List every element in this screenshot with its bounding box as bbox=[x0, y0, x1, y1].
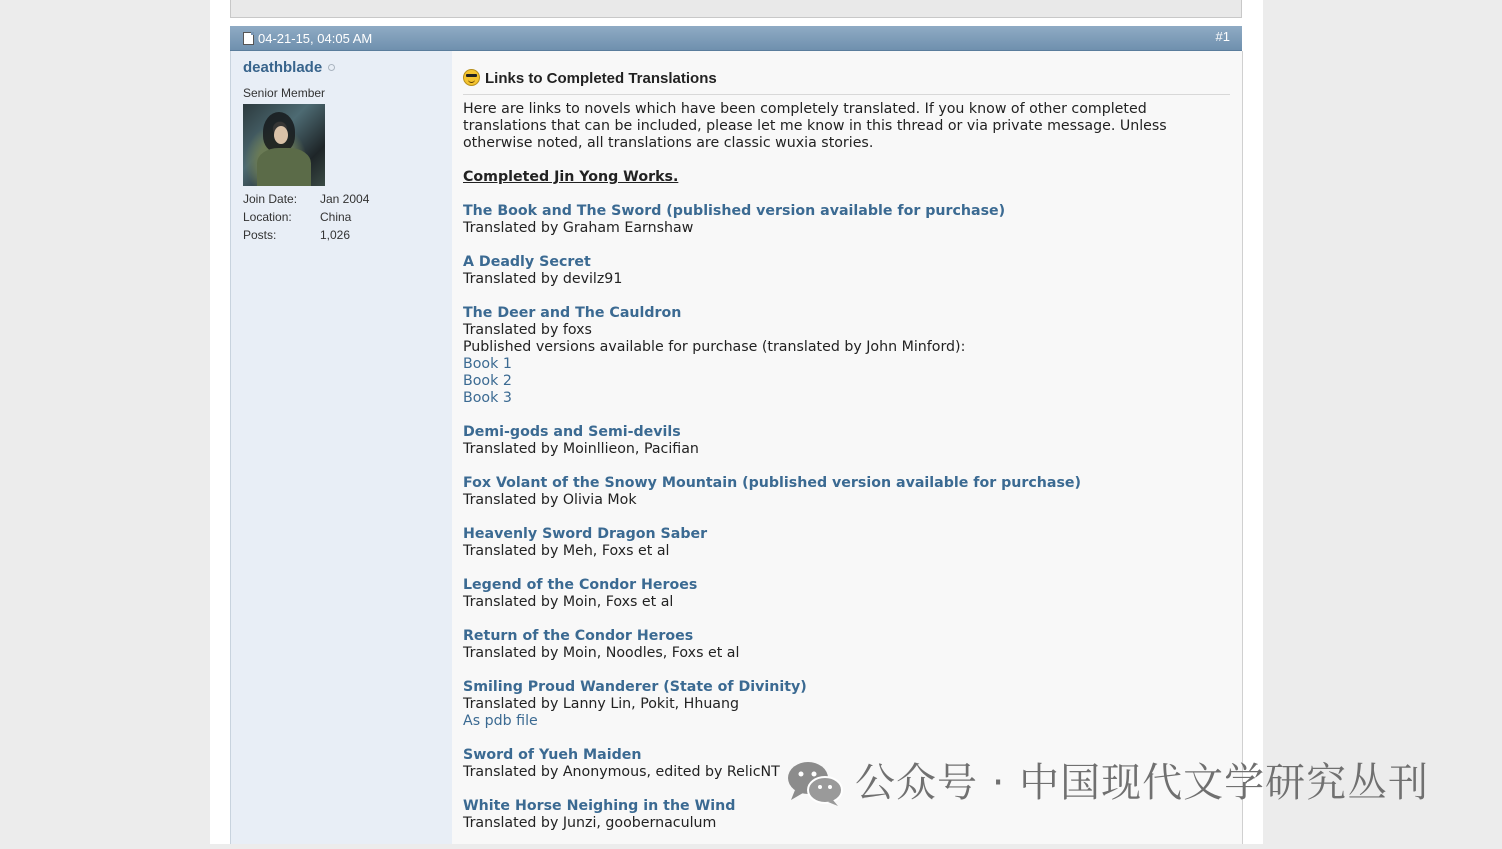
novel-link[interactable]: The Deer and The Cauldron bbox=[463, 305, 682, 321]
section-heading: Completed Jin Yong Works. bbox=[463, 169, 679, 185]
list-item bbox=[463, 424, 1223, 458]
translator-text: Translated by Anonymous, edited by RelicNT bbox=[463, 764, 780, 780]
translator-text: Translated by foxs bbox=[463, 322, 592, 338]
translator-text: Translated by Moin, Foxs et al bbox=[463, 594, 674, 610]
stat-posts: Posts: 1,026 bbox=[243, 228, 351, 242]
post-content bbox=[452, 51, 1243, 844]
novel-link[interactable]: Demi-gods and Semi-devils bbox=[463, 424, 681, 440]
list-item bbox=[463, 305, 1223, 407]
post-title-row bbox=[463, 69, 1230, 95]
list-item bbox=[463, 254, 1223, 288]
translator-text: Translated by Olivia Mok bbox=[463, 492, 637, 508]
cool-smiley-icon bbox=[463, 69, 480, 86]
book-3-link[interactable]: Book 3 bbox=[463, 390, 512, 406]
novel-link[interactable]: Fox Volant of the Snowy Mountain (published version available for purchase) bbox=[463, 475, 1082, 491]
avatar[interactable] bbox=[243, 104, 325, 186]
list-item bbox=[463, 526, 1223, 560]
book-1-link[interactable]: Book 1 bbox=[463, 356, 512, 372]
post-body bbox=[463, 101, 1223, 849]
list-item bbox=[463, 628, 1223, 662]
user-info-panel bbox=[230, 51, 453, 844]
translator-text: Translated by Moin, Noodles, Foxs et al bbox=[463, 645, 740, 661]
post-number-link[interactable]: #1 bbox=[1215, 29, 1230, 44]
user-stats bbox=[243, 192, 443, 246]
translator-text: Translated by devilz91 bbox=[463, 271, 623, 287]
novel-link[interactable]: The Book and The Sword (published version available for purchase) bbox=[463, 203, 1006, 219]
list-item bbox=[463, 203, 1223, 237]
purchase-note: Published versions available for purchase (translated by John Minford): bbox=[463, 339, 966, 355]
stat-location: Location: China bbox=[243, 210, 352, 224]
post-title: Links to Completed Translations bbox=[485, 70, 717, 87]
translator-text: Translated by Lanny Lin, Pokit, Hhuang bbox=[463, 696, 740, 712]
username-link[interactable]: deathblade bbox=[243, 59, 323, 76]
wechat-icon bbox=[785, 758, 845, 808]
translator-text: Translated by Meh, Foxs et al bbox=[463, 543, 670, 559]
pdb-file-link[interactable]: As pdb file bbox=[463, 713, 538, 729]
post-icon bbox=[243, 32, 254, 45]
translator-text: Translated by Junzi, goobernaculum bbox=[463, 815, 717, 831]
post-header bbox=[230, 26, 1242, 51]
translator-text: Translated by Moinllieon, Pacifian bbox=[463, 441, 699, 457]
list-item bbox=[463, 475, 1223, 509]
stat-join-date: Join Date: Jan 2004 bbox=[243, 192, 370, 206]
offline-status-icon bbox=[328, 64, 335, 71]
list-item bbox=[463, 577, 1223, 611]
intro-text: Here are links to novels which have been completely translated. If you know of other completed translations that can be included, please let me know in this thread or via private message. Unless otherwise noted, all translations are classic wuxia stories. bbox=[463, 101, 1167, 151]
translator-text: Translated by Graham Earnshaw bbox=[463, 220, 694, 236]
watermark-text: 公众号 · 中国现代文学研究丛刊 bbox=[855, 760, 1430, 806]
user-title: Senior Member bbox=[243, 86, 326, 100]
novel-link[interactable]: Return of the Condor Heroes bbox=[463, 628, 694, 644]
novel-link[interactable]: Legend of the Condor Heroes bbox=[463, 577, 698, 593]
list-item bbox=[463, 679, 1223, 730]
book-2-link[interactable]: Book 2 bbox=[463, 373, 512, 389]
novel-link[interactable]: Sword of Yueh Maiden bbox=[463, 747, 642, 763]
novel-link[interactable]: Heavenly Sword Dragon Saber bbox=[463, 526, 708, 542]
previous-post-bottom bbox=[230, 0, 1242, 18]
novel-link[interactable]: Smiling Proud Wanderer (State of Divinity) bbox=[463, 679, 807, 695]
post-date: 04-21-15, 04:05 AM bbox=[258, 31, 373, 46]
novel-link[interactable]: A Deadly Secret bbox=[463, 254, 591, 270]
novel-link[interactable]: White Horse Neighing in the Wind bbox=[463, 798, 736, 814]
